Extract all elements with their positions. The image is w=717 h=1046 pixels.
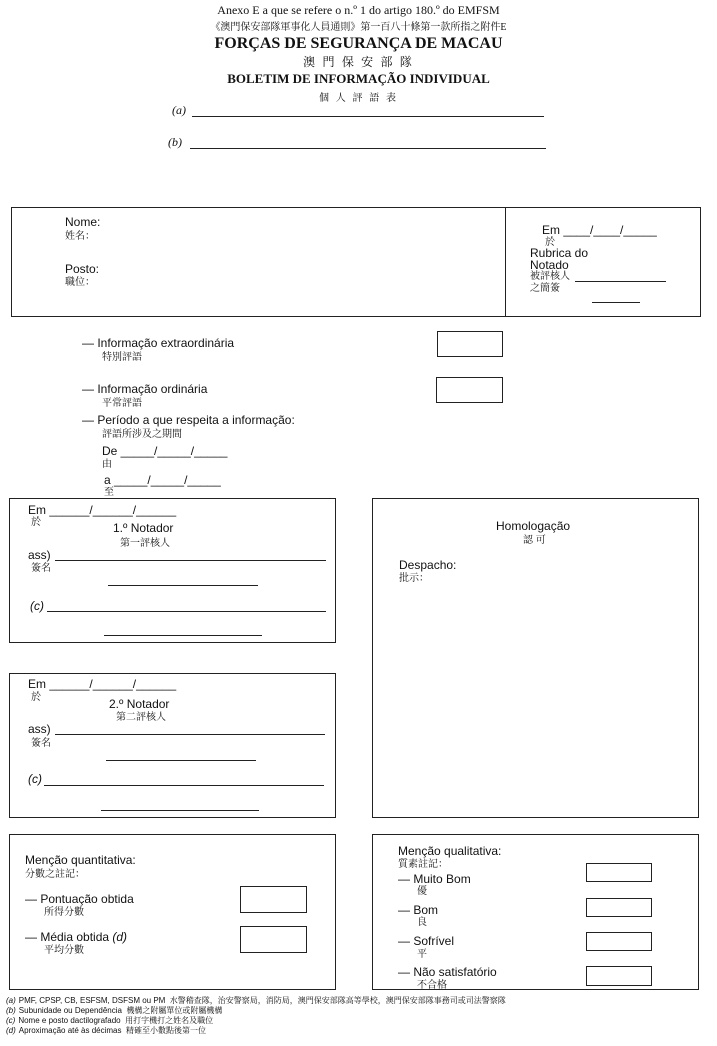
qualitative-title: Menção qualitativa: — [398, 844, 502, 858]
qualitative-title-zh: 質素註記： — [398, 859, 448, 870]
rubric-label-2: Notado — [530, 258, 569, 272]
notador2-line-4[interactable] — [101, 810, 259, 811]
extraordinary-label: — Informação extraordinária — [82, 336, 235, 350]
notador1-c-label: (c) — [30, 599, 44, 613]
field-a-label: (a) — [172, 103, 186, 117]
sofrivel-checkbox[interactable] — [586, 932, 652, 951]
score-label-zh: 所得分數 — [44, 907, 84, 918]
despacho-label-zh: 批示： — [399, 573, 429, 584]
notador1-ass-zh: 簽名 — [31, 563, 51, 574]
notador1-title: 1.º Notador — [113, 521, 174, 535]
average-label: — Média obtida (d) — [25, 930, 128, 944]
form-title-zh: 個 人 評 語 表 — [318, 93, 399, 104]
footnote-c: (c) Nome e posto dactilografado 用打字機打之姓名及職位 — [6, 1016, 214, 1025]
identity-date[interactable]: Em ____/____/_____ — [542, 223, 657, 237]
notador1-signature-line[interactable] — [55, 560, 326, 561]
org-title-zh: 澳 門 保 安 部 隊 — [303, 55, 414, 69]
field-b-line[interactable] — [190, 148, 546, 149]
notador2-title: 2.º Notador — [109, 697, 170, 711]
homologacao-box — [372, 498, 699, 818]
notador2-name-line[interactable] — [44, 785, 324, 786]
annex-reference: Anexo E a que se refere o n.º 1 do artigo 180.º do EMFSM — [217, 3, 500, 17]
notador1-line-2[interactable] — [108, 585, 258, 586]
notador2-c-label: (c) — [28, 772, 42, 786]
notador1-ass-label: ass) — [28, 548, 51, 562]
ordinary-checkbox[interactable] — [436, 377, 503, 403]
bom-label-zh: 良 — [417, 917, 427, 928]
notador2-signature-line[interactable] — [55, 734, 325, 735]
sofrivel-label: — Sofrível — [398, 934, 455, 948]
bom-checkbox[interactable] — [586, 898, 652, 917]
quantitative-title: Menção quantitativa: — [25, 853, 136, 867]
notador2-box — [9, 673, 336, 818]
rubric-label: Rubrica do — [530, 246, 589, 260]
average-input-box[interactable] — [240, 926, 307, 953]
name-label: Nome: — [65, 215, 101, 229]
notador1-name-line[interactable] — [47, 611, 326, 612]
rubric-line[interactable] — [575, 281, 666, 282]
homologacao-title: Homologação — [496, 519, 571, 533]
notador1-title-zh: 第一評核人 — [120, 538, 170, 549]
extraordinary-label-zh: 特別評語 — [102, 352, 142, 363]
annex-reference-zh: 《澳門保安部隊軍事化人員通則》第一百八十條第一款所指之附件E — [210, 22, 507, 33]
org-title: FORÇAS DE SEGURANÇA DE MACAU — [214, 35, 503, 52]
footnote-b: (b) Subunidade ou Dependência 機構之附屬單位或附屬機構 — [6, 1006, 223, 1015]
post-label: Posto: — [65, 262, 100, 276]
notador2-ass-label: ass) — [28, 722, 51, 736]
period-to-zh: 至 — [104, 487, 114, 498]
footnote-a: (a) PMF, CPSP, CB, ESFSM, DSFSM ou PM 水警稽查隊，治安警察局，消防局，澳門保安部隊高等學校，澳門保安部隊事務司或司法警察隊 — [6, 996, 506, 1005]
rubric-label-zh-2: 之簡簽 — [530, 283, 560, 294]
ordinary-label: — Informação ordinária — [82, 382, 208, 396]
field-b-label: (b) — [168, 135, 182, 149]
notador2-line-2[interactable] — [106, 760, 256, 761]
notador2-date[interactable]: Em ______/______/______ — [28, 677, 177, 691]
nao-satisfatorio-label-zh: 不合格 — [417, 980, 447, 991]
nao-satisfatorio-label: — Não satisfatório — [398, 965, 497, 979]
muito-bom-label-zh: 優 — [417, 886, 427, 897]
muito-bom-checkbox[interactable] — [586, 863, 652, 882]
period-to[interactable]: a _____/_____/_____ — [104, 473, 221, 487]
notador1-date-zh: 於 — [31, 517, 41, 528]
score-label: — Pontuação obtida — [25, 892, 134, 906]
rubric-label-zh: 被評核人 — [530, 271, 570, 282]
identity-divider — [505, 207, 506, 317]
nao-satisfatorio-checkbox[interactable] — [586, 966, 652, 986]
post-label-zh: 職位： — [65, 277, 95, 288]
period-label: — Período a que respeita a informação: — [82, 413, 295, 427]
period-from-zh: 由 — [102, 459, 112, 470]
footnote-d: (d) Aproximação até às décimas 精確至小數點後第一位 — [6, 1026, 206, 1035]
notador2-date-zh: 於 — [31, 692, 41, 703]
notador1-box — [9, 498, 336, 643]
name-label-zh: 姓名： — [65, 231, 95, 242]
period-from[interactable]: De _____/_____/_____ — [102, 444, 228, 458]
score-input-box[interactable] — [240, 886, 307, 913]
sofrivel-label-zh: 平 — [417, 949, 427, 960]
notador1-date[interactable]: Em ______/______/______ — [28, 503, 177, 517]
muito-bom-label: — Muito Bom — [398, 872, 471, 886]
extraordinary-checkbox[interactable] — [437, 331, 503, 357]
rubric-line-2[interactable] — [592, 302, 640, 303]
bom-label: — Bom — [398, 903, 439, 917]
period-label-zh: 評語所涉及之期間 — [102, 429, 182, 440]
identity-date-zh: 於 — [545, 237, 555, 248]
form-title: BOLETIM DE INFORMAÇÃO INDIVIDUAL — [227, 71, 490, 86]
ordinary-label-zh: 平常評語 — [102, 398, 142, 409]
quantitative-title-zh: 分數之註記： — [25, 869, 85, 880]
notador1-line-4[interactable] — [104, 635, 262, 636]
field-a-line[interactable] — [192, 116, 544, 117]
average-label-zh: 平均分數 — [44, 945, 84, 956]
homologacao-title-zh: 認 可 — [523, 535, 546, 546]
notador2-ass-zh: 簽名 — [31, 738, 51, 749]
despacho-label: Despacho: — [399, 558, 457, 572]
notador2-title-zh: 第二評核人 — [116, 712, 166, 723]
